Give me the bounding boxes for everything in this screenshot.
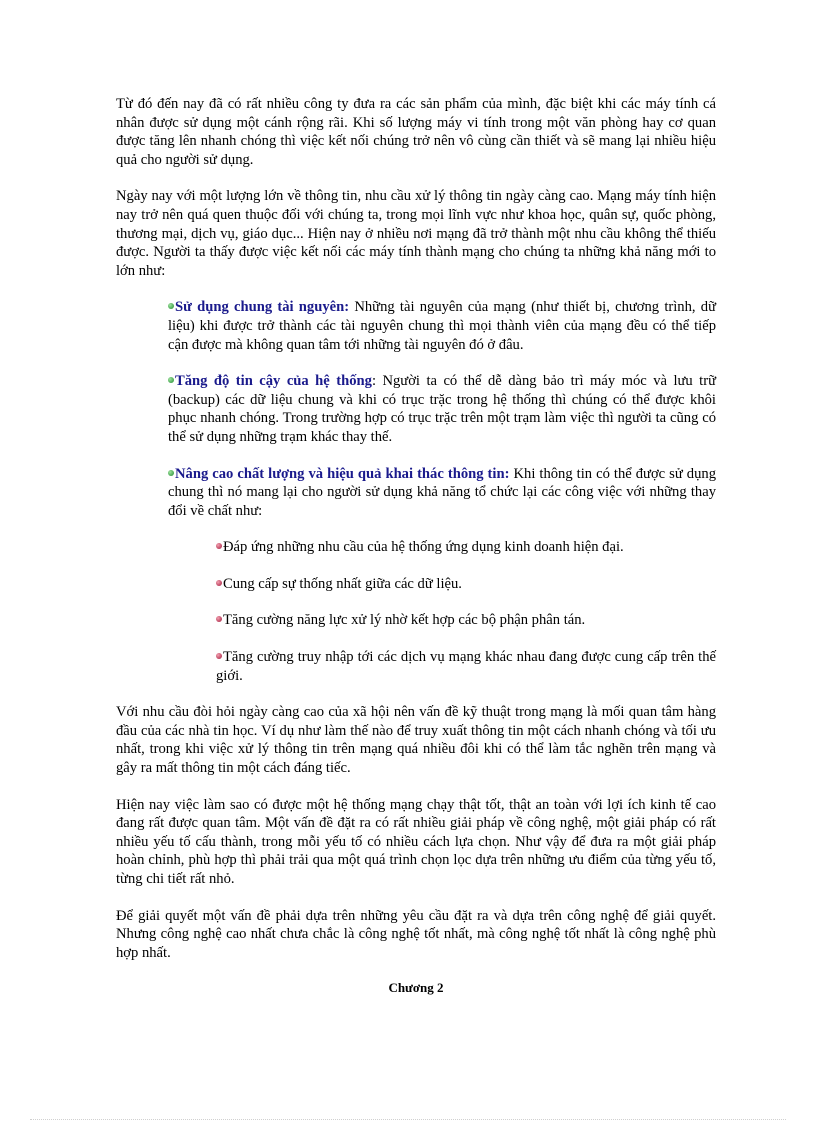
chapter-heading: Chương 2 (388, 980, 444, 996)
benefit-text: : Người ta có thể dễ dàng bảo trì máy móc và lưu trữ (backup) các dữ liệu chung và khi có trục trặc trong hệ thống thì chúng có thể được khôi phục nhanh chóng. Trong trường hợp có trục trặc trên một trạm làm việc thì người ta cũng có thể sử dụng những trạm khác thay thế. (168, 373, 716, 445)
page-bottom-divider (30, 1119, 786, 1120)
red-bullet-icon (216, 543, 222, 549)
benefit-item (168, 465, 716, 521)
paragraph-network-needs: Ngày nay với một lượng lớn về thông tin, nhu cầu xử lý thông tin ngày càng cao. Mạng máy tính hiện nay trở nên quá quen thuộc đối với chúng ta, trong mọi lĩnh vực như khoa học, quân sự, quốc phòng, thương mại, dịch vụ, giáo dục... Hiện nay ở nhiều nơi mạng đã trở thành một nhu cầu không thể thiếu được. Người ta thấy được việc kết nối các máy tính thành mạng cho chúng ta những khả năng mới to lớn như: (116, 188, 716, 279)
sub-point-text: Đáp ứng những nhu cầu của hệ thống ứng dụng kinh doanh hiện đại. (223, 539, 624, 556)
sub-point-text: Tăng cường năng lực xử lý nhờ kết hợp các bộ phận phân tán. (223, 612, 586, 629)
benefit-text: Khi thông tin có thể được sử dụng chung thì nó mang lại cho người sử dụng khả năng tổ chức lại các công việc với những thay đổi về chất như: (168, 465, 716, 519)
paragraph-conclusion: Để giải quyết một vấn đề phải dựa trên những yêu cầu đặt ra và dựa trên công nghệ để giải quyết. Nhưng công nghệ cao nhất chưa chắc là công nghệ tốt nhất, mà công nghệ tốt nhất là công nghệ phù hợp nhất. (116, 907, 716, 961)
sub-point-item (216, 611, 716, 630)
benefit-title: Nâng cao chất lượng và hiệu quả khai thác thông tin: (175, 465, 510, 482)
sub-point-text: Tăng cường truy nhập tới các dịch vụ mạng khác nhau đang được cung cấp trên thế giới. (216, 649, 716, 684)
benefit-item (168, 298, 716, 354)
paragraph-network-solutions: Hiện nay việc làm sao có được một hệ thống mạng chạy thật tốt, thật an toàn với lợi ích kinh tế cao đang rất được quan tâm. Một vấn đề đặt ra có rất nhiều giải pháp về công nghệ, một giải pháp có rất nhiều yếu tố cấu thành, trong mỗi yếu tố có nhiều cách lựa chọn. Như vậy để đưa ra một giải pháp hoàn chỉnh, phù hợp thì phải trải qua một quá trình chọn lọc dựa trên những ưu điểm của từng yếu tố, từng chi tiết rất nhỏ. (116, 796, 716, 887)
red-bullet-icon (216, 653, 222, 659)
sub-point-text: Cung cấp sự thống nhất giữa các dữ liệu. (223, 575, 462, 592)
sub-point-item (216, 575, 716, 594)
sub-point-item (216, 648, 716, 685)
green-bullet-icon (168, 377, 174, 383)
paragraph-technical-concerns: Với nhu cầu đòi hỏi ngày càng cao của xã hội nên vấn đề kỹ thuật trong mạng là mối quan tâm hàng đầu của các nhà tin học. Ví dụ như làm thế nào để truy xuất thông tin một cách nhanh chóng và tối ưu nhất, trong khi việc xử lý thông tin trên mạng quá nhiều đôi khi có thể làm tắc nghẽn trên mạng và gây ra mất thông tin một cách đáng tiếc. (116, 704, 716, 777)
green-bullet-icon (168, 303, 174, 309)
benefit-title: Tăng độ tin cậy của hệ thống (175, 373, 372, 390)
document-page (116, 95, 716, 996)
benefit-title: Sử dụng chung tài nguyên: (175, 299, 350, 316)
green-bullet-icon (168, 470, 174, 476)
sub-point-item (216, 538, 716, 557)
benefit-text: Những tài nguyên của mạng (như thiết bị, chương trình, dữ liệu) khi được trở thành các tài nguyên chung thì mọi thành viên của mạng đều có thể tiếp cận được mà không quan tâm tới những tài nguyên đó ở đâu. (168, 299, 716, 353)
red-bullet-icon (216, 616, 222, 622)
paragraph-intro: Từ đó đến nay đã có rất nhiều công ty đưa ra các sản phẩm của mình, đặc biệt khi các máy tính cá nhân được sử dụng một cánh rộng rãi. Khi số lượng máy vi tính trong một văn phòng hay cơ quan được tăng lên nhanh chóng thì việc kết nối chúng trở nên vô cùng cần thiết và sẽ mang lại nhiều hiệu quả cho người sử dụng. (116, 96, 716, 168)
benefit-item (168, 372, 716, 446)
red-bullet-icon (216, 580, 222, 586)
